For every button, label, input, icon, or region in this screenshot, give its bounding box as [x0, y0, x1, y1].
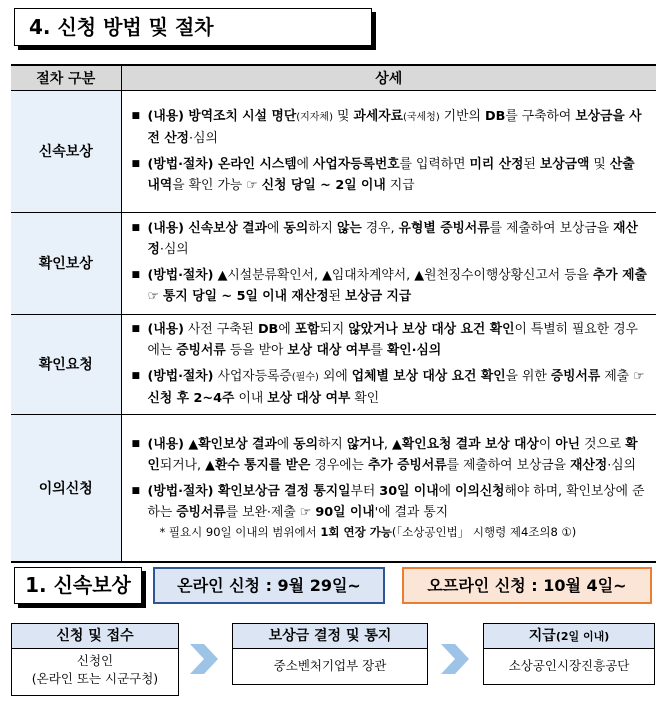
black-square-icon: ■: [131, 270, 141, 280]
detail-item: ■ (내용) 신속보상 결과에 동의하지 않는 경우, 유형별 증빙서류를 제출하여 보상금을 재산정·심의: [132, 218, 649, 260]
detail-item: ■ (방법·절차) 사업자등록증(필수) 외에 업체별 보상 대상 요건 확인을 위한 증빙서류 제출 ☞ 신청 후 2~4주 이내 보상 대상 여부 확인: [132, 366, 649, 409]
black-square-icon: ■: [131, 485, 141, 496]
table-row: [11, 414, 656, 562]
online-application-badge: 온라인 신청 : 9월 29일~: [153, 567, 385, 604]
table-row: [11, 314, 656, 414]
chevron-right-arrow-icon: [190, 644, 218, 674]
flow-step-decision: [232, 623, 428, 685]
detail-item: ■ (방법·절차) ▲시설분류확인서, ▲임대차계약서, ▲원천징수이행상황신고서 등을 추가 제출 ☞ 통지 당일 ~ 5일 이내 재산정된 보상금 지급: [132, 265, 649, 307]
header-col-category: 절차 구분: [11, 65, 121, 90]
table-row: [11, 212, 656, 314]
table-header-row: [11, 65, 656, 90]
section-title: 4. 신청 방법 및 절차: [14, 8, 372, 46]
flow-step-title: 보상금 결정 및 통지: [233, 624, 427, 649]
chevron-right-arrow-icon: [441, 644, 469, 674]
detail-item: ■ (방법·절차) 확인보상금 결정 통지일부터 30일 이내에 이의신청해야 하며, 확인보상에 준하는 증빙서류를 보완·제출 ☞ 90일 이내'에 결과 통지: [132, 481, 649, 523]
subsection-title: 1. 신속보상: [14, 567, 142, 604]
category-request: 확인요청: [11, 314, 121, 414]
flow-step-payment: [483, 623, 655, 685]
black-square-icon: ■: [131, 370, 141, 381]
category-quick: 신속보상: [11, 90, 121, 212]
category-confirm: 확인보상: [11, 212, 121, 314]
detail-item: ■ (내용) ▲확인보상 결과에 동의하지 않거나, ▲확인요청 결과 보상 대상이 아닌 것으로 확인되거나, ▲환수 통지를 받은 경우에는 추가 증빙서류를 제출하여 보상금을 재산정·심의: [132, 434, 649, 476]
black-square-icon: ■: [131, 223, 141, 233]
black-square-icon: ■: [131, 158, 141, 169]
detail-cell: [121, 212, 656, 314]
detail-item: ■ (방법·절차) 온라인 시스템에 사업자등록번호를 입력하면 미리 산정된 보상금액 및 산출 내역을 확인 가능 ☞ 신청 당일 ~ 2일 이내 지급: [132, 154, 649, 196]
table-row: [11, 90, 656, 212]
footnote: * 필요시 90일 이내의 범위에서 1회 연장 가능(「소상공인법」 시행령 제4조의8 ①): [159, 524, 577, 539]
detail-item: ■ (내용) 사전 구축된 DB에 포함되지 않았거나 보상 대상 요건 확인이 특별히 필요한 경우에는 증빙서류 등을 받아 보상 대상 여부를 확인·심의: [132, 319, 649, 361]
black-square-icon: ■: [131, 438, 141, 449]
offline-application-badge: 오프라인 신청 : 10월 4일~: [402, 567, 652, 604]
flow-step-title: 지급(2일 이내): [484, 624, 654, 649]
detail-cell: [121, 314, 656, 414]
flow-step-apply: [11, 623, 179, 696]
flow-step-body: 신청인 (온라인 또는 시군구청): [31, 653, 159, 686]
black-square-icon: ■: [131, 323, 141, 334]
flow-step-body: 중소벤처기업부 장관: [273, 658, 387, 673]
detail-item: ■ (내용) 방역조치 시설 명단(지자체) 및 과세자료(국세청) 기반의 DB를 구축하여 보상금을 사전 산정·심의: [132, 106, 649, 149]
black-square-icon: ■: [131, 110, 141, 121]
flow-step-body: 소상공인시장진흥공단: [508, 658, 630, 673]
header-col-detail: 상세: [121, 65, 656, 90]
detail-cell: [121, 414, 656, 562]
flow-step-title: 신청 및 접수: [12, 624, 178, 649]
procedure-table: [11, 64, 656, 563]
category-objection: 이의신청: [11, 414, 121, 562]
detail-cell: [121, 90, 656, 212]
